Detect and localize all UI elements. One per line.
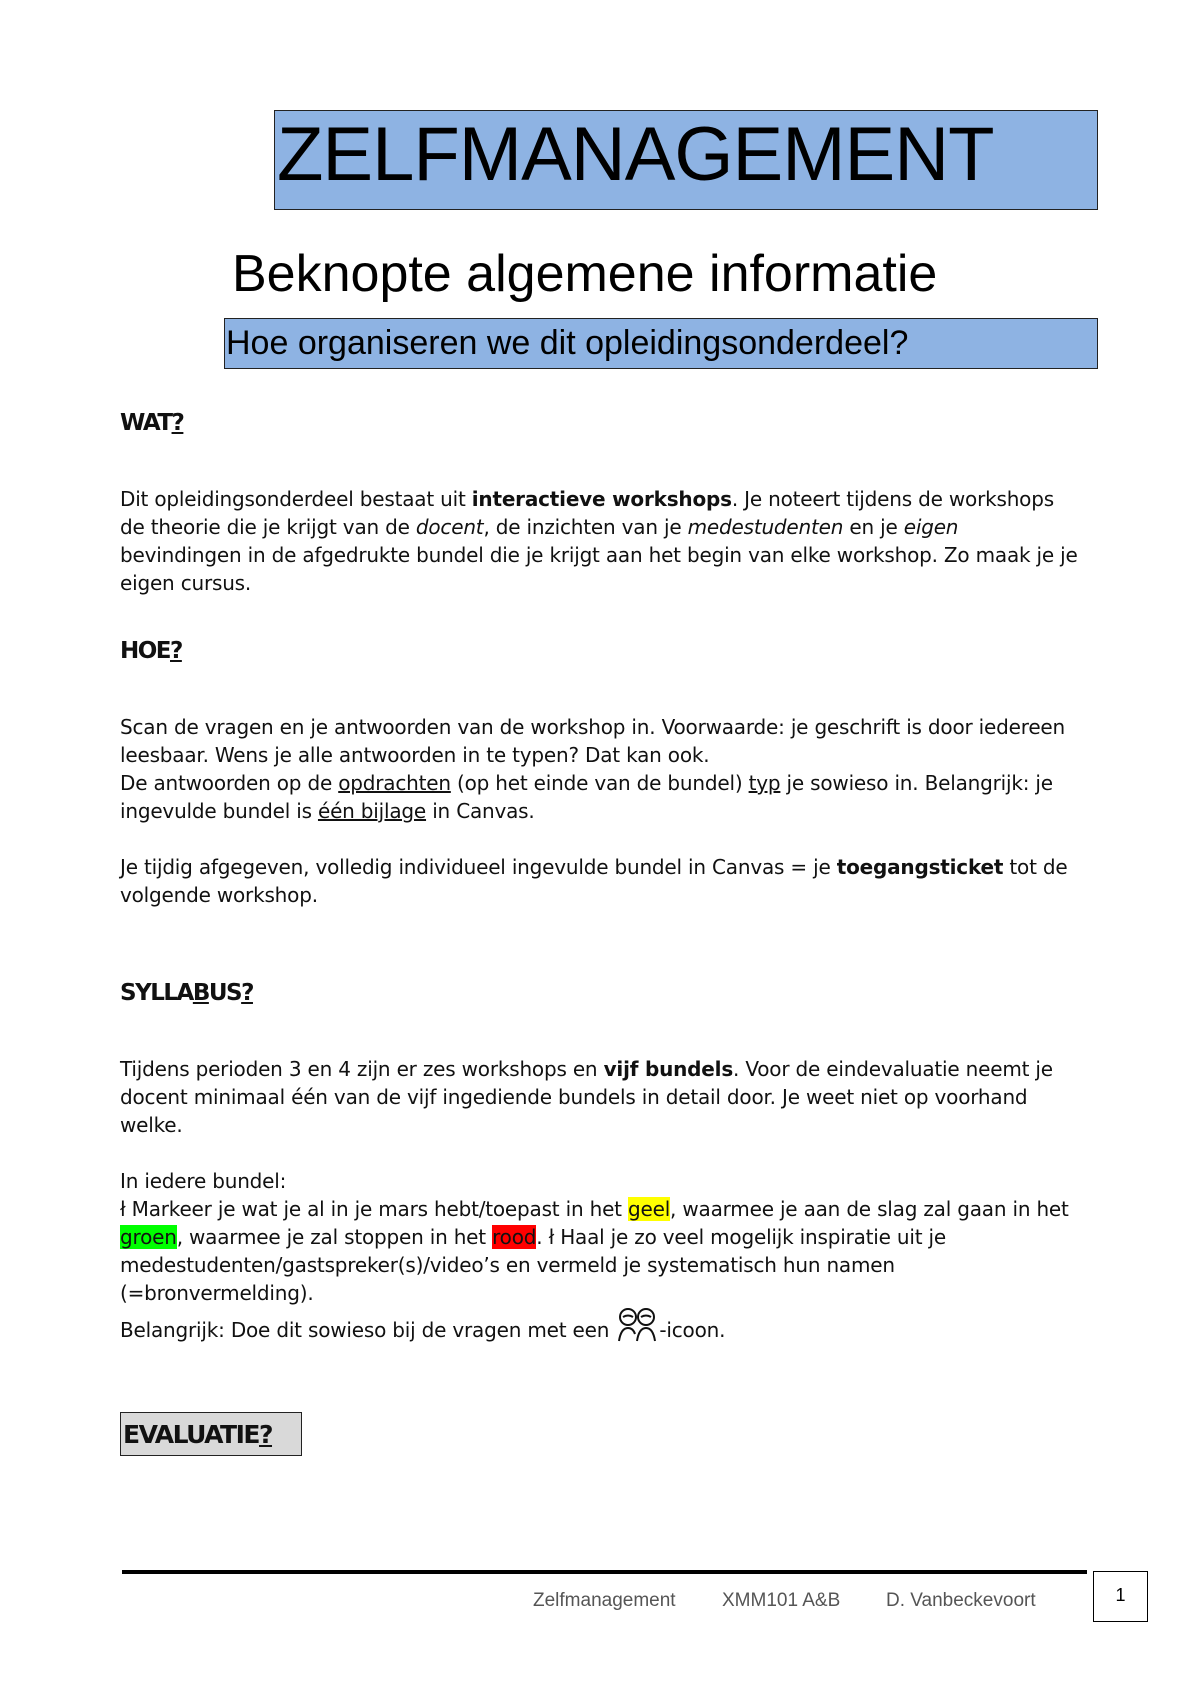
- heading-text: EVALUATIE: [123, 1420, 259, 1449]
- question-text: Hoe organiseren we dit opleidingsonderdeel?: [226, 324, 909, 362]
- section-heading-evaluatie: [123, 1422, 272, 1447]
- section-heading-wat: [120, 412, 183, 435]
- title-banner: [274, 110, 1098, 210]
- section-body-syllabus: [120, 1055, 1080, 1344]
- text-run: Je tijdig afgegeven, volledig individueel ingevulde bundel in Canvas = je: [120, 855, 837, 879]
- highlight-yellow: geel: [627, 1197, 671, 1221]
- heading-text-underlined: B: [192, 980, 209, 1006]
- text-run: . Je noteert tijdens de workshops de theorie die je krijgt van de: [120, 487, 1054, 539]
- list-item: [120, 1195, 1080, 1307]
- section-heading-hoe: [120, 640, 182, 663]
- text-run: De antwoorden op de: [120, 771, 339, 795]
- bold-text: interactieve workshops: [471, 487, 732, 511]
- underlined-text: typ: [748, 771, 781, 795]
- text-run: Belangrijk: Doe dit sowieso bij de vragen met een: [120, 1318, 616, 1342]
- paragraph: [120, 769, 1080, 825]
- text-run: (op het einde van de bundel): [450, 771, 749, 795]
- text-run: , waarmee je aan de slag zal gaan in het: [670, 1197, 1069, 1221]
- underlined-text: één bijlage: [317, 799, 427, 823]
- text-run: en je: [843, 515, 904, 539]
- footer-rule: [122, 1570, 1087, 1574]
- bold-text: toegangsticket: [836, 855, 1004, 879]
- heading-text: US: [208, 980, 242, 1006]
- text-run: -icoon.: [659, 1318, 726, 1342]
- text-run: Tijdens perioden 3 en 4 zijn er zes workshops en: [120, 1057, 604, 1081]
- bullet-icon: ł: [548, 1225, 555, 1249]
- section-body-hoe: [120, 713, 1080, 909]
- text-run: je sowieso in. Belangrijk: je ingevulde bundel is: [120, 771, 1053, 823]
- text-run: tot de volgende workshop.: [120, 855, 1068, 907]
- heading-text: WAT: [120, 410, 172, 436]
- footer-course: Zelfmanagement: [533, 1590, 676, 1611]
- heading-text: HOE: [120, 638, 171, 664]
- heading-question-mark: ?: [171, 410, 184, 436]
- text-run: Markeer je wat je al in je mars hebt/toepast in het: [125, 1197, 628, 1221]
- page-number-box: [1093, 1571, 1148, 1622]
- section-heading-syllabus: [120, 982, 253, 1005]
- footer-author: D. Vanbeckevoort: [886, 1590, 1036, 1611]
- page-number: 1: [1115, 1585, 1126, 1605]
- italic-text: docent: [415, 515, 484, 539]
- question-banner: [224, 318, 1098, 369]
- evaluatie-heading-box: [120, 1412, 302, 1456]
- text-run: , de inzichten van je: [483, 515, 688, 539]
- paragraph: In iedere bundel:: [120, 1169, 287, 1193]
- text-run: in Canvas.: [426, 799, 535, 823]
- heading-question-mark: ?: [259, 1420, 273, 1449]
- italic-text: eigen: [903, 515, 959, 539]
- text-run: bevindingen in de afgedrukte bundel die je krijgt aan het begin van elke workshop. Zo maak je je eigen cursus.: [120, 543, 1078, 595]
- footer-code: XMM101 A&B: [722, 1590, 841, 1611]
- text-run: .: [536, 1225, 549, 1249]
- document-title: ZELFMANAGEMENT: [277, 112, 994, 197]
- section-body-wat: [120, 485, 1080, 597]
- text-run: . Voor de eindevaluatie neemt je docent minimaal één van de vijf ingediende bundels in detail door. Je weet niet op voorhand welke.: [120, 1057, 1053, 1137]
- paragraph: [120, 853, 1080, 909]
- italic-text: medestudenten: [687, 515, 844, 539]
- bullet-icon: ł: [120, 1197, 126, 1221]
- highlight-green: groen: [120, 1225, 177, 1249]
- underlined-text: opdrachten: [338, 771, 451, 795]
- important-note: [120, 1307, 1080, 1344]
- bold-text: vijf bundels: [603, 1057, 734, 1081]
- paragraph: Scan de vragen en je antwoorden van de workshop in. Voorwaarde: je geschrift is door iedereen leesbaar. Wens je alle antwoorden in te typen? Dat kan ook.: [120, 715, 1066, 767]
- document-subtitle: Beknopte algemene informatie: [232, 245, 938, 303]
- text-run: , waarmee je zal stoppen in het: [176, 1225, 493, 1249]
- paragraph: [120, 1055, 1080, 1139]
- highlight-red: rood: [492, 1225, 537, 1249]
- people-icon: [615, 1307, 659, 1343]
- paragraph: [120, 485, 1080, 597]
- heading-text: SYLLA: [120, 980, 193, 1006]
- text-run: Dit opleidingsonderdeel bestaat uit: [120, 487, 472, 511]
- heading-question-mark: ?: [170, 638, 182, 664]
- heading-question-mark: ?: [241, 980, 253, 1006]
- text-run: Haal je zo veel mogelijk inspiratie uit je medestudenten/gastspreker(s)/video’s en vermeld je systematisch hun namen (=bronvermelding).: [120, 1225, 947, 1305]
